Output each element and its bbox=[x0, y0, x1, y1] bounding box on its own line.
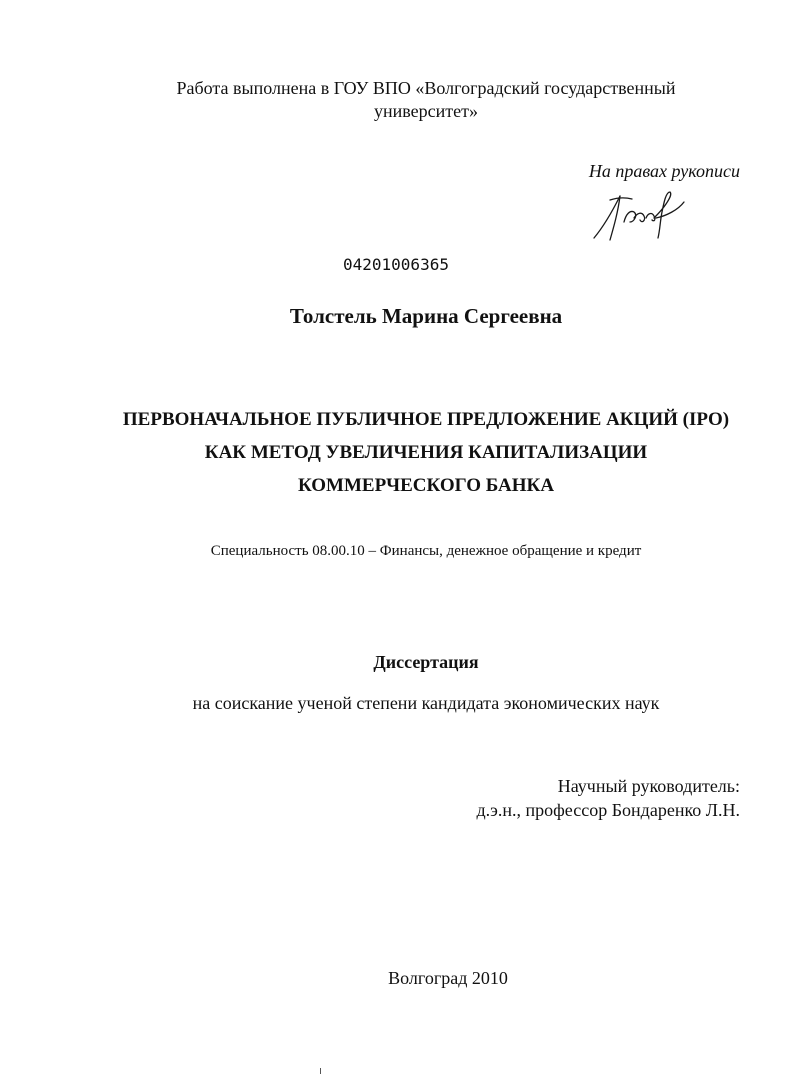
supervisor-name: д.э.н., профессор Бондаренко Л.Н. bbox=[476, 800, 740, 820]
handwritten-signature bbox=[590, 182, 690, 252]
specialty: Специальность 08.00.10 – Финансы, денежное обращение и кредит bbox=[210, 543, 642, 559]
title-line-2: КАК МЕТОД УВЕЛИЧЕНИЯ КАПИТАЛИЗАЦИИ bbox=[204, 442, 648, 463]
archive-number: 04201006365 bbox=[343, 255, 449, 274]
author-name: Толстель Марина Сергеевна bbox=[289, 304, 563, 328]
document-type: Диссертация bbox=[373, 652, 479, 672]
title-line-3: КОММЕРЧЕСКОГО БАНКА bbox=[297, 475, 555, 496]
organization-line-2: университет» bbox=[374, 101, 478, 121]
title-line-1: ПЕРВОНАЧАЛЬНОЕ ПУБЛИЧНОЕ ПРЕДЛОЖЕНИЕ АКЦИЙ (IPO) bbox=[122, 409, 730, 430]
organization-line-1: Работа выполнена в ГОУ ВПО «Волгоградский государственный bbox=[176, 78, 676, 98]
scan-mark bbox=[320, 1068, 321, 1074]
rights-note: На правах рукописи bbox=[588, 161, 740, 181]
city-year: Волгоград 2010 bbox=[388, 968, 508, 988]
degree-statement: на соискание ученой степени кандидата экономических наук bbox=[192, 693, 660, 713]
supervisor-label: Научный руководитель: bbox=[557, 776, 740, 796]
